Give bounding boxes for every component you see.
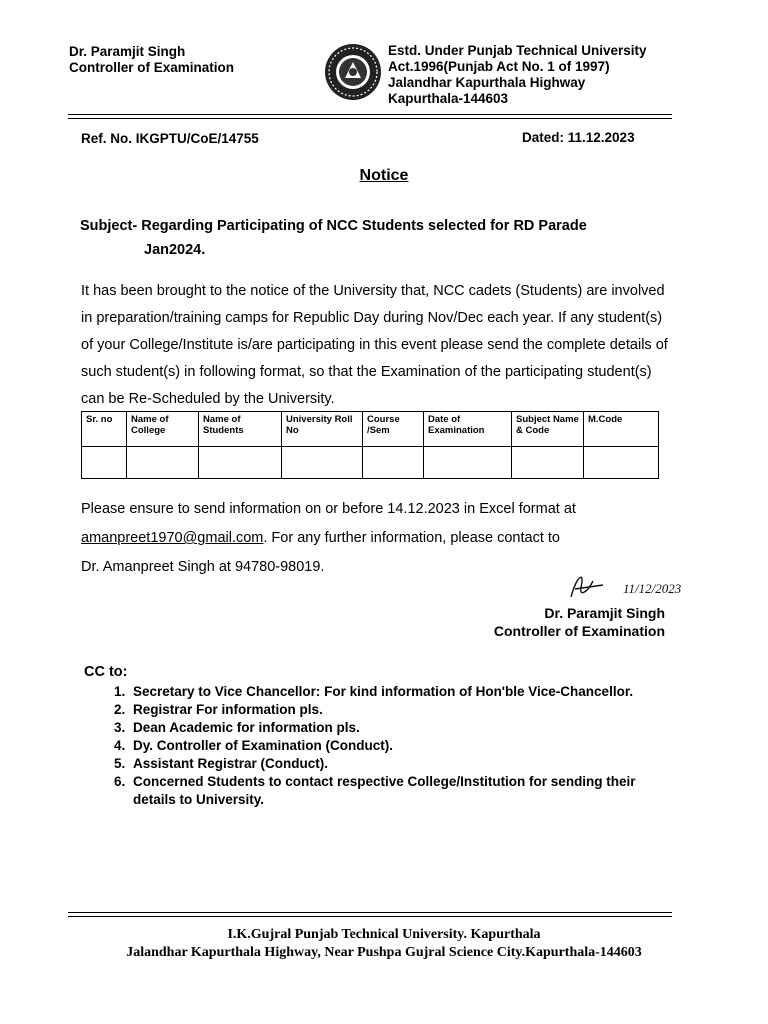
footer-divider-bottom: [68, 916, 672, 917]
table-row: [82, 447, 659, 479]
list-item: 4. Dy. Controller of Examination (Conduct).: [114, 738, 394, 753]
table-cell: [82, 447, 127, 479]
city-line: Kapurthala-144603: [388, 91, 509, 106]
table-cell: [127, 447, 199, 479]
contact-text: . For any further information, please contact to: [263, 530, 560, 546]
details-format-table: [81, 411, 659, 479]
table-header-cell: University Roll No: [282, 412, 363, 447]
cc-heading: CC to:: [84, 664, 128, 680]
university-seal-icon: [323, 42, 383, 102]
table-cell: [512, 447, 584, 479]
table-header-cell: Date of Examination: [424, 412, 512, 447]
notice-title: Notice: [359, 167, 409, 184]
footer-address: [0, 926, 768, 962]
list-item: 3. Dean Academic for information pls.: [114, 720, 360, 735]
subject-line-1: Subject- Regarding Participating of NCC Students selected for RD Parade: [80, 218, 587, 234]
table-header-cell: M.Code: [584, 412, 659, 447]
signatory-name: Dr. Paramjit Singh: [544, 605, 665, 621]
footer-university: I.K.Gujral Punjab Technical University. Kapurthala: [227, 927, 541, 942]
act-line: Act.1996(Punjab Act No. 1 of 1997): [388, 59, 610, 74]
signatory-block: [465, 604, 665, 640]
notice-paragraph: It has been brought to the notice of the University that, NCC cadets (Students) are involved in preparation/training camps for Republic Day during Nov/Dec each year. If any student(s) of your College/Institute is/are participating in this event please send the complete details of such student(s) in following format, so that the Examination of the participating student(s) can be Re-Scheduled by the University.: [81, 283, 668, 407]
deadline-text: Please ensure to send information on or before 14.12.2023 in Excel format at: [81, 501, 576, 517]
date-line: Dated: 11.12.2023: [522, 130, 635, 145]
address-line: Jalandhar Kapurthala Highway: [388, 75, 586, 90]
table-header-cell: Subject Name & Code: [512, 412, 584, 447]
subject: [80, 214, 680, 262]
list-item: 6. Concerned Students to contact respective College/Institution for sending their details to University.: [114, 774, 636, 807]
header-divider-bottom: [68, 118, 672, 119]
cc-list: [114, 683, 674, 809]
table-header-cell: Name of College: [127, 412, 199, 447]
header-divider-top: [68, 114, 672, 115]
table-cell: [282, 447, 363, 479]
contact-email-link[interactable]: amanpreet1970@gmail.com: [81, 530, 264, 546]
table-header-row: [82, 412, 659, 447]
list-item: 5. Assistant Registrar (Conduct).: [114, 756, 329, 771]
table-header-cell: Course /Sem: [363, 412, 424, 447]
establishment-line: Estd. Under Punjab Technical University: [388, 43, 647, 58]
signature-date: 11/12/2023: [623, 581, 682, 596]
subject-line-2: Jan2024.: [144, 242, 206, 258]
list-item: 1. Secretary to Vice Chancellor: For kind information of Hon'ble Vice-Chancellor.: [114, 684, 634, 699]
controller-title: Controller of Examination: [69, 60, 235, 75]
table-header-cell: Name of Students: [199, 412, 282, 447]
signatory-title: Controller of Examination: [493, 623, 665, 639]
reference-number: Ref. No. IKGPTU/CoE/14755: [81, 131, 259, 146]
table-cell: [424, 447, 512, 479]
table-cell: [584, 447, 659, 479]
list-item: 2. Registrar For information pls.: [114, 702, 323, 717]
letterhead-right: [388, 43, 647, 107]
table-cell: [363, 447, 424, 479]
contact-person: Dr. Amanpreet Singh at 94780-98019.: [81, 559, 325, 575]
footer-divider-top: [68, 912, 672, 913]
footer-location: Jalandhar Kapurthala Highway, Near Pushpa Gujral Science City.Kapurthala-144603: [126, 945, 642, 960]
controller-name: Dr. Paramjit Singh: [69, 44, 186, 59]
letterhead-left: [69, 44, 234, 76]
handwritten-signature: [563, 567, 713, 607]
table-header-cell: Sr. no: [82, 412, 127, 447]
table-cell: [199, 447, 282, 479]
